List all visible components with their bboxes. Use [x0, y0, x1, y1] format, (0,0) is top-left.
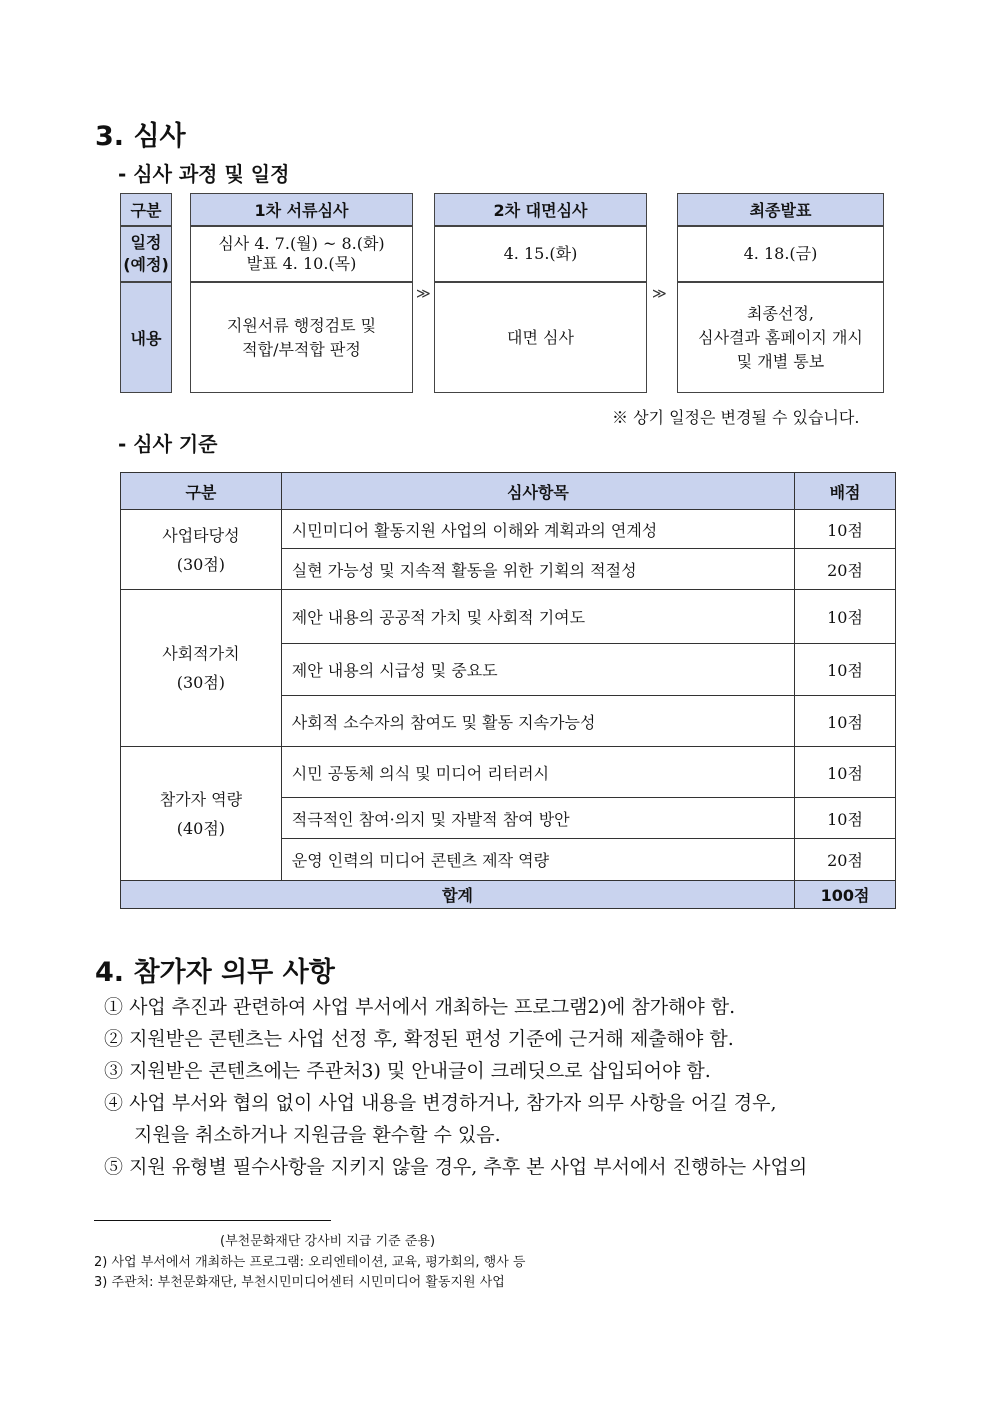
criteria-item: 운영 인력의 미디어 콘텐츠 제작 역량 [281, 839, 794, 881]
section4-title: 4. 참가자 의무 사항 [95, 957, 335, 988]
duty-text: 사업 부서와 협의 없이 사업 내용을 변경하거나, 참가자 의무 사항을 어길 경우, [129, 1092, 777, 1114]
criteria-points: 10점 [795, 747, 896, 798]
criteria-points: 10점 [795, 510, 896, 549]
criteria-points: 10점 [795, 696, 896, 747]
duty-item-1 [104, 992, 735, 1023]
criteria-header-item: 심사항목 [281, 473, 794, 510]
duty-number: ② [104, 1028, 124, 1050]
stage3-schedule: 4. 18.(금) [677, 226, 884, 282]
criteria-header-category: 구분 [121, 473, 282, 510]
section3-title: 3. 심사 [95, 121, 186, 152]
stage3-content: 최종선정, 심사결과 홈페이지 개시 및 개별 통보 [677, 282, 884, 393]
duty-item-3 [104, 1056, 711, 1087]
criteria-total-label: 합계 [121, 881, 795, 909]
duty-number: ④ [104, 1092, 124, 1114]
stage2-schedule: 4. 15.(화) [434, 226, 647, 282]
criteria-points: 20점 [795, 839, 896, 881]
duty-text: 지원 유형별 필수사항을 지키지 않을 경우, 추후 본 사업 부서에서 진행하는 사업의 [129, 1156, 808, 1178]
criteria-table [120, 472, 896, 909]
criteria-points: 20점 [795, 549, 896, 590]
criteria-points: 10점 [795, 590, 896, 644]
criteria-item: 시민 공동체 의식 및 미디어 리터러시 [281, 747, 794, 798]
duty-text: 지원받은 콘텐츠는 사업 선정 후, 확정된 편성 기준에 근거해 제출해야 함. [129, 1028, 734, 1050]
footnote-divider [94, 1220, 331, 1221]
stage2-content: 대면 심사 [434, 282, 647, 393]
duty-item-2 [104, 1024, 734, 1055]
duty-number: ① [104, 996, 124, 1018]
criteria-total-points: 100점 [795, 881, 896, 909]
criteria-item: 제안 내용의 시급성 및 중요도 [281, 644, 794, 696]
criteria-total-row [121, 881, 896, 909]
process-label-content: 내용 [120, 282, 172, 393]
arrow-2: ≫ [652, 286, 667, 302]
duty-text: 지원받은 콘텐츠에는 주관처3) 및 안내글이 크레딧으로 삽입되어야 함. [129, 1060, 711, 1082]
duty-number: ⑤ [104, 1156, 124, 1178]
criteria-item: 사회적 소수자의 참여도 및 활동 지속가능성 [281, 696, 794, 747]
footnote-carry: (부천문화재단 강사비 지급 기준 준용) [220, 1234, 436, 1249]
criteria-category: 사회적가치 (30점) [121, 590, 282, 747]
table-row [121, 747, 896, 798]
duty-item-5 [104, 1152, 807, 1183]
criteria-item: 제안 내용의 공공적 가치 및 사회적 기여도 [281, 590, 794, 644]
process-label-header: 구분 [120, 193, 172, 226]
criteria-points: 10점 [795, 798, 896, 839]
criteria-item: 적극적인 참여·의지 및 자발적 참여 방안 [281, 798, 794, 839]
criteria-category: 사업타당성 (30점) [121, 510, 282, 590]
criteria-header-points: 배점 [795, 473, 896, 510]
stage2-title: 2차 대면심사 [434, 193, 647, 226]
arrow-1: ≫ [416, 286, 431, 302]
stage1-content: 지원서류 행정검토 및 적합/부적합 판정 [190, 282, 413, 393]
schedule-note: ※ 상기 일정은 변경될 수 있습니다. [612, 408, 860, 427]
criteria-item: 시민미디어 활동지원 사업의 이해와 계획과의 연계성 [281, 510, 794, 549]
criteria-category: 참가자 역량 (40점) [121, 747, 282, 881]
criteria-header-row [121, 473, 896, 510]
criteria-points: 10점 [795, 644, 896, 696]
criteria-item: 실현 가능성 및 지속적 활동을 위한 기획의 적절성 [281, 549, 794, 590]
criteria-heading: - 심사 기준 [118, 432, 218, 456]
process-label-schedule: 일정 (예정) [120, 226, 172, 282]
table-row [121, 510, 896, 549]
process-heading: - 심사 과정 및 일정 [118, 162, 290, 186]
footnote-3: 3) 주관처: 부천문화재단, 부천시민미디어센터 시민미디어 활동지원 사업 [94, 1275, 505, 1290]
duty-text: 사업 추진과 관련하여 사업 부서에서 개최하는 프로그램2)에 참가해야 함. [129, 996, 736, 1018]
stage3-title: 최종발표 [677, 193, 884, 226]
stage1-title: 1차 서류심사 [190, 193, 413, 226]
duty-item-4-continuation: 지원을 취소하거나 지원금을 환수할 수 있음. [134, 1124, 501, 1146]
duty-number: ③ [104, 1060, 124, 1082]
duty-item-4 [104, 1088, 777, 1119]
stage1-schedule: 심사 4. 7.(월) ~ 8.(화) 발표 4. 10.(목) [190, 226, 413, 282]
footnote-2: 2) 사업 부서에서 개최하는 프로그램: 오리엔테이션, 교육, 평가회의, 행사 등 [94, 1255, 526, 1270]
table-row [121, 590, 896, 644]
